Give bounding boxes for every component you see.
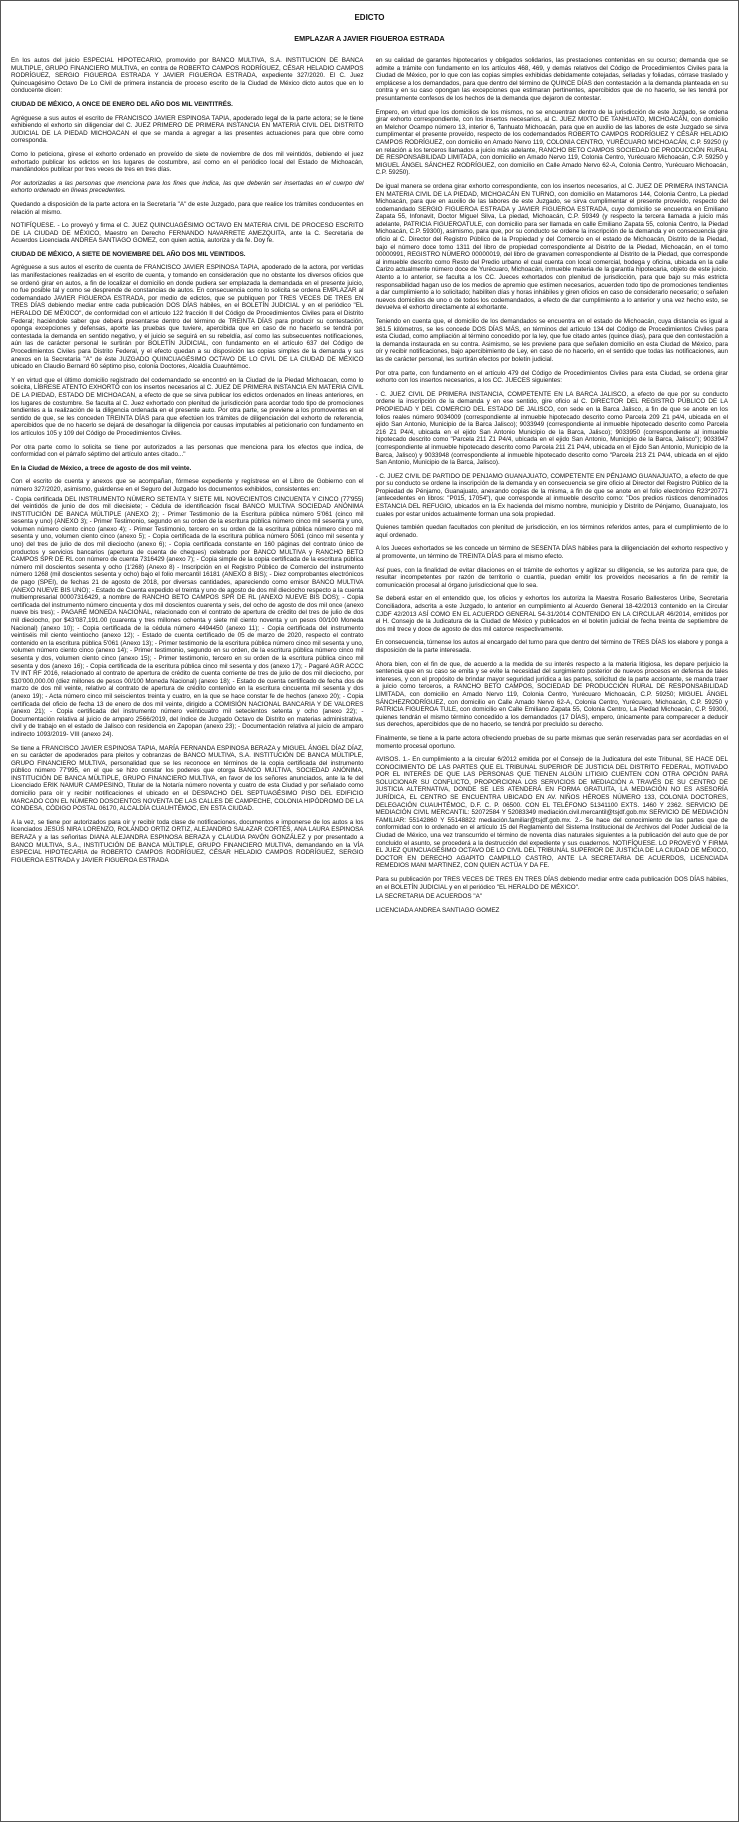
paragraph: Quedando a disposición de la parte actora en la Secretaría "A" de este Juzgado, para que realice los trámites conducentes en relación al mismo. (11, 200, 364, 216)
edict-header (11, 13, 728, 43)
paragraph: en su calidad de garantes hipotecarios y obligados solidarios, las prestaciones contenidas en su ocurso; demanda que se admite a trámite con fundamento en los artículos 468, 469, y demás relativos del Código de Procedimientos Civiles para la Ciudad de México, por lo que con las copias simples exhibidas debidamente cotejadas, selladas y foliadas, córrase traslado y emplácese a los demandados, para que dentro del término de QUINCE DÍAS den contestación a la demanda planteada en su contra y en su caso opongan las excepciones que estimaran pertinentes, apercibidos que de no hacerlo, se les tendrá por presuntamente confesos de los hechos de la demanda que dejaron de contestar. (375, 57, 728, 102)
paragraph: Para su publicación por TRES VECES DE TRES EN TRES DÍAS debiendo mediar entre cada publicación DOS DÍAS hábiles, en el BOLETÍN JUDICIAL y en el periódico "EL HERALDO DE MÉXICO". (375, 876, 728, 891)
paragraph: CIUDAD DE MÉXICO, A ONCE DE ENERO DEL AÑO DOS MIL VEINTITRÉS. (11, 100, 233, 108)
paragraph: Ahora bien, con el fin de que, de acuerdo a la medida de su interés respecto a la materia litigiosa, les depare perjuicio la sentencia que en su caso se emita y se evite la necesidad del surgimiento posterior de nuevos procesos en defensa de tales intereses, y con el propósito de brindar mayor seguridad jurídica a las partes, solicitud de la parte accionante, se manda traer a juicio como terceros, a RANCHO BETO CAMPOS, SOCIEDAD DE PRODUCCIÓN RURAL DE RESPONSABILIDAD LIMITADA, con domicilio en Amado Nervo 119, Colonia Centro, Yurécuaro Michoacán, C.P. 59250; MIGUEL ÁNGEL SÁNCHEZRODRÍGUEZ, con domicilio en Calle Amado Nervo 62-A, Colonia Centro, Yurécuaro, Michoacán, C.P. 59250 y PATRICIA FIGUEROA TULE, con domicilio en Calle Emiliano Zapata 55, Colonia Centro, La Piedad Michoacán, C.P. 59300, quienes tendrán el mismo término concedido a los demandados (17 DÍAS), empero, únicamente para comparecer a deducir sus derechos, apercibidos que de no hacerlo, se tendrá por precluido su derecho. (375, 660, 728, 729)
paragraph: Como lo peticiona, gírese el exhorto ordenado en proveído de siete de noviembre de dos mil veintidós, debiendo el juez exhortado publicar los edictos en los lugares de costumbre, así como en el periódico local del Estado de Michoacán, mandándolos publicar por tres veces de tres en tres días. (11, 150, 364, 174)
right-column (376, 57, 729, 1813)
paragraph: Finalmente, se tiene a la parte actora ofreciendo pruebas de su parte mismas que serán reservadas para ser acordadas en el momento procesal oportuno. (375, 734, 728, 750)
paragraph: - C. JUEZ CIVIL DE PRIMERA INSTANCIA, COMPETENTE EN LA BARCA JALISCO, a efecto de que por su conducto ordene la inscripción de la demanda y en ese sentido, gire oficio al C. DIRECTOR DEL REGISTRO PÚBLICO DE LA PROPIEDAD Y DEL COMERCIO DEL ESTADO DE JALISCO, con sede en la Barca Jalisco, a fin de que se anote en los folios reales número 9034009 (correspondiente al inmueble hipotecado descrito como Parcela 209 Z1 p4/4, ubicada en el ejido San Antonio, Municipio de la Barca Jalisco); 9033949 (correspondiente al inmueble hipotecado descrito como Parcela 216 Z1 P4/4, ubicada en el ejido San Antonio Municipio de la Barca, Jalisco); 9033950 (correspondiente al inmueble hipotecado descrito como "Parcela 211 Z1 P4/4, ubicada en el ejido San Antonio, Municipio de la Barca, Jalisco"); 9033947 (correspondiente al inmueble hipotecado descrito como Parcela 211 Z1 P4/4, ubicada en el Ejido San Antonio, Municipio de la Barca, Jalisco) y 9033948 (correspondiente al inmueble hipotecado descrito como "Parcela 213 Z1 P4/4, ubicada en el ejido San Antonio, Municipio de la Barca, Jalisco). (375, 390, 728, 467)
edict-subtitle: EMPLAZAR A JAVIER FIGUEROA ESTRADA (294, 34, 445, 43)
paragraph: LA SECRETARIA DE ACUERDOS "A" (375, 893, 483, 901)
paragraph: Por otra parte, con fundamento en el artículo 479 del Código de Procedimientos Civiles para esta Ciudad, se ordena girar exhorto con los insertos necesarios, a los CC. JUECES siguientes: (375, 369, 728, 385)
paragraph: Quienes también quedan facultados con plenitud de jurisdicción, en los términos referidos antes, para el cumplimiento de lo aquí ordenado. (375, 524, 728, 539)
paragraph: En los autos del juicio ESPECIAL HIPOTECARIO, promovido por BANCO MULTIVA, S.A. INSTITUCIÓN DE BANCA MULTIPLE, GRUPO FINANCIERO MULTIVA, en contra de ROBERTO CAMPOS RODRÍGUEZ, CÉSAR HELADIO CAMPOS RODRÍGUEZ, SERGIO FIGUEROA ESTRADA Y JAVIER FIGUEROA ESTRADA, expediente 327/2020. El C. Juez Quincuagésimo Octavo De Lo Civil de primera instancia de proceso escrito de la Ciudad de México dicto autos que en lo conducente dicen: (11, 57, 364, 95)
paragraph: Con el escrito de cuenta y anexos que se acompañan, fórmese expediente y regístrese en el Libro de Gobierno con el número 327/2020, asimismo, guárdense en el Seguro del Juzgado los documentos exhibidos, consistentes en: (11, 478, 364, 493)
paragraph: Así pues, con la finalidad de evitar dilaciones en el trámite de exhortos y agilizar su diligencia, se les autoriza para que, de resultar incompetentes por razón de territorio o cuantía, puedan emitir los proveídos necesarios a fin de remitir la comunicación procesal al órgano jurisdiccional que lo sea. (375, 566, 728, 589)
paragraph: Se deberá estar en el entendido que, los oficios y exhortos los autoriza la Maestra Rosario Ballesteros Uribe, Secretaria Conciliadora, adscrita a este Juzgado, lo anterior en cumplimiento al Acuerdo General 18-42/2013 contenido en la Circular CJDF 42/2013 ASÍ COMO EN EL ACUERDO GENERAL 54-31/2014 CONTENIDO EN LA CIRCULAR 46/2014, emitidos por el H. Consejo de la Judicatura de la Ciudad de México y publicados en el boletín judicial de fecha treinta de septiembre de dos mil trece y doce de agosto de dos mil catorce respectivamente. (375, 595, 728, 633)
paragraph: En consecuencia, túrnense los autos al encargado del turno para que dentro del término de TRES DÍAS los elabore y ponga a disposición de la parte interesada. (375, 639, 728, 654)
paragraph: AVISOS. 1.- En cumplimiento a la circular 6/2012 emitida por el Consejo de la Judicatura del este Tribunal, SE HACE DEL CONOCIMIENTO DE LAS PARTES QUE EL TRIBUNAL SUPERIOR DE JUSTICIA DEL DISTRITO FEDERAL, MOTIVADO POR EL INTERÉS DE QUE LAS PERSONAS QUE TIENEN ALGÚN LITIGIO CUENTEN CON OTRA OPCIÓN PARA SOLUCIONAR SU CONFLICTO, PROPORCIONA LOS SERVICIOS DE MEDIACIÓN A TRAVÉS DE SU CENTRO DE JUSTICIA ALTERNATIVA, DONDE SE LES ATENDERÁ EN FORMA GRATUITA, LA MEDIACIÓN NO ES ASESORÍA JURÍDICA, EL CENTRO SE ENCUENTRA UBICADO EN AV. NIÑOS HÉROES NÚMERO 133, COLONIA DOCTORES, DELEGACIÓN CUAUHTÉMOC, D.F. C. P. 06500. CON EL TELÉFONO 51341100 EXTS. 1460 Y 2362. SERVICIO DE MEDIACIÓN CIVIL MERCANTIL: 52072584 Y 52083349 mediación.civil.mercantil@tsjdf.gob.mx SERVICIO DE MEDIACIÓN FAMILIAR: 55142860 Y 55148822 mediación.familiar@tsjdf.gob.mx. 2.- Se hace del conocimiento de las partes que de conformidad con lo ordenado en el artículo 15 del Reglamento del Sistema Institucional de Archivos del Poder Judicial de la Ciudad de México, una vez transcurrido el término de noventa días naturales siguientes a la publicación del auto que de por concluido el asunto, se procederá a la destrucción del expediente y sus cuadernos. NOTIFÍQUESE. LO PROVEYÓ Y FIRMA EL JUEZ QUINCUAGÉSIMO OCTAVO DE LO CIVIL DEL TRIBUNAL SUPERIOR DE JUSTICIA DE LA CIUDAD DE MÉXICO, DOCTOR EN DERECHO AGAPITO CAMPILLO CASTRO, ANTE LA SECRETARIA DE ACUERDOS, LICENCIADA REMEDIOS MANI MARTINEZ, CON QUIEN ACTÚA Y DA FE. (375, 756, 728, 870)
paragraph: Y en virtud que el último domicilio registrado del codemandado se encontró en la Ciudad de la Piedad Michoacan, como lo solicita, LÍBRESE ATENTO EXHORTO con los insertos necesarios al C. JUEZ DE PRIMERA INSTANCIA EN MATERIA CIVIL DE LA PIEDAD, ESTADO DE MICHOACAN, a efecto de que se sirva publicar los edictos ordenados en líneas anteriores, en los lugares de costumbre. Se faculta al C. Juez exhortado con plenitud de jurisdicción para acordar todo tipo de promociones tendientes a la realización de la diligencia ordenada en el presente auto. Por otra parte, se previene a los promoventes en el sentido de que, se les conceden TREINTA DÍAS para que efectúen los trámites de diligenciación del exhorto de referencia, apercibidos que de no hacerlo se dejará de desahogar la diligencia por causas imputables al peticionario con fundamento en los artículos 105 y 109 del Código de Procedimientos Civiles. (11, 376, 364, 437)
left-column (11, 57, 364, 1813)
paragraph: LICENCIADA ANDREA SANTIAGO GOMEZ (375, 906, 500, 914)
paragraph: Empero, en virtud que los domicilios de los mismos, no se encuentran dentro de la jurisdicción de este Juzgado, se ordena girar exhorto correspondiente, con los insertos necesarios, al C. JUEZ MIXTO DE TANHUATO, MICHOACÁN, con domicilio en Melchor Ocampo número 13, interior 6, Tanhuato Michoacán, para que en auxilio de las labores de este Juzgado se sirva cumplimentar el presente proveído, respecto de los codemandados ROBERTO CAMPOS RODRÍGUEZ Y CÉSAR HELADIO CAMPOS RODRÍGUEZ, con domicilio en Amado Nervo 119, COLONIA CENTRO, YURÉCUARO MICHOACÁN, C.P. 59250 (y en relación a los terceros llamados a juicio más adelante, RANCHO BETO CAMPOS SOCIEDAD DE PRODUCCIÓN RURAL DE RESPONSABILIDAD LIMITADA, con domicilio en Amado Nervo 119, Colonia Centro, Yurécuaro Michoacán, C.P. 59250 y MIGUEL ÁNGEL SÁNCHEZ RODRÍGUEZ, con domicilio en Calle Amado Nervo 62-A, Colonia Centro, Yurécuaro Michoacán, C.P. 59250). (375, 108, 728, 177)
paragraph: Se tiene a FRANCISCO JAVIER ESPINOSA TAPIA, MARÍA FERNANDA ESPINOSA BERAZA y MIGUEL ÁNGEL DÍAZ DÍAZ, en su carácter de apoderados para pleitos y cobranzas de BANCO MULTIVA, S.A. INSTITUCIÓN DE BANCA MÚLTIPLE, GRUPO FINANCIERO MULTIVA, personalidad que se les reconoce en términos de la copia certificada del instrumento público número 77'995, en el que se hizo constar los poderes que otorga BANCO MULTIVA, SOCIEDAD ANÓNIMA, INSTITUCIÓN DE BANCA MÚLTIPLE, GRUPO FINANCIERO MULTIVA, en favor de los señores anunciados, ante la fe del Licenciado ERIK NAMUR CAMPESINO, Titular de la Notaría número noventa y cuatro de esta Ciudad y por señalado como domicilio para oír y recibir notificaciones el ubicado en el DESPACHO DEL SEPTUAGÉSIMO PISO DEL EDIFICIO MARCADO CON EL NÚMERO DOSCIENTOS NOVENTA DE LAS CALLES DE CAMPECHE, COLONIA HIPÓDROMO DE LA CONDESA, CÓDIGO POSTAL 06170, ALCALDÍA CUAUHTÉMOC, EN ESTA CIUDAD. (11, 744, 364, 813)
paragraph: De igual manera se ordena girar exhorto correspondiente, con los insertos necesarios, al C. JUEZ DE PRIMERA INSTANCIA EN MATERIA CIVIL DE LA PIEDAD, MICHOACÁN EN TURNO, con domicilio en Matamoros 144, Colonia Centro, La piedad Michoacán, para que en auxilio de las labores de este Juzgado, se sirva cumplimentar el presente proveído, respecto del codemandado SERGIO FIGUEROA ESTRADA y JAVIER FIGUEROA ESTRADA, cuyo domicilio se encuentra en Emiliano Zapata 55, Infonavit, Doctor Miguel Silva, La piedad, Michoacán, C.P. 59349 (y respecto la tercera llamada a juicio más adelante, PATRICIA FIGUEROATULE, con domicilio para ser llamada en calle Emiliano Zapata 55, colonia Centro, la Piedad Michoacán, C.P. 59300), asimismo, para que, por su conducto se ordene la inscripción de la demanda y en consecuencia gire oficio al C. Director del Registro Público de la Propiedad y del Comercio en el estado de Michoacán, Distrito de la Piedad, bajo el número doce tomo 1311 del libro de propiedad correspondiente al Distrito de la Piedad, Michoacán, en el tomo 00000991, REGISTRO NÚMERO 00000019, del libro de gravamen correspondiente al Distrito de la Piedad, que corresponde al inmueble descrito como Resto del Predio urbano el cual cuenta con local comercial, bodega y oficina, ubicada en la calle Carizo actualmente número doce de Yurécuaro, Michoacán, inmueble materia de la garantía hipotecaria, objeto de este juicio. Atento a lo anterior, se faculta a los CC. Jueces exhortados con plenitud de jurisdicción, para que bajo su más estricta responsabilidad hagan uso de los medios de apremio que estimen necesarios, acuerden todo tipo de promociones tendientes a dar cumplimiento a lo solicitado; habiliten días y horas inhábiles y giren oficios en caso de considerarlo necesario; o señalen nuevos domicilios de uno o de todos los codemandados, a efecto de dar cumplimiento a lo anterior y una vez hecho esto, se devuelva el exhorto directamente al exhortante. (375, 182, 728, 312)
edict-title: EDICTO (354, 13, 385, 22)
paragraph: Agréguese a sus autos el escrito de cuenta de FRANCISCO JAVIER ESPINOSA TAPIA, apoderado de la actora, por vertidas las manifestaciones realizadas en el escrito de cuenta, y tomando en consideración que no obstante los diversos oficios que se ordenó girar en autos, a fin de localizar el domicilio en donde pudiera ser emplazada la demandada en el presente juicio, no fue posible tal y como se desprende de constancias de autos. En consecuencia como lo solicita se ordena EMPLAZAR al codemandado JAVIER FIGUEROA ESTRADA, por medio de edictos, que se publiquen por TRES VECES DE TRES EN TRES DÍAS debiendo mediar entre cada publicación DOS DÍAS hábiles, en el BOLETÍN JUDICIAL y en el periódico "EL HERALDO DE MÉXICO", de conformidad con el artículo 122 fracción II del Código de Procedimientos Civiles para el Distrito Federal; haciéndole saber que deberá presentarse dentro del término de TREINTA DÍAS para producir su contestación, oponga excepciones y defensas, aporte las pruebas que tuviere, apercibida que en caso de no hacerlo se tendrá por contestada la demanda en sentido negativo, y el juicio se seguirá en su rebeldía, así como las subsecuentes notificaciones, aún las de carácter personal le surtirán por BOLETÍN JUDICIAL, con fundamento en el artículo 637 del Código de Procedimientos Civiles para Distrito Federal, y el efecto quedan a su disposición las copias simples de la demanda y sus anexos en la Secretaría "A" de éste JUZGADO QUINCUAGÉSIMO OCTAVO DE LO CIVIL DE LA CIUDAD DE MÉXICO ubicado en Claudio Bernard 60 séptimo piso, colonia Doctores, Alcaldía Cuauhtémoc. (11, 264, 364, 371)
paragraph: - C. JUEZ CIVIL DE PARTIDO DE PENJAMO GUANAJUATO, COMPETENTE EN PÉNJAMO GUANAJUATO, a efecto de que por su conducto se ordene la inscripción de la demanda y en consecuencia se gire oficio al Director del Registro Público de la Propiedad de Pénjamo, Guanajuato, anexando copias de la misma, a fin de que se anote en el folio electrónico R23*20771 (antecedentes en libros: "P015, 17054"), que corresponde al inmueble descrito como: "Dos predios rústicos denominados ESTANCIA DEL REFUGIO, ubicados en la Ex hacienda del mismo nombre, municipio y Distrito de Pénjamo, Guanajuato, los cuales por estar unidos actualmente forman una sola propiedad. (375, 472, 728, 518)
paragraph: Por autorizadas a las personas que menciona para los fines que indica, las que deberán ser insertadas en el cuerpo del exhorto ordenado en líneas precedentes. (11, 179, 364, 195)
paragraph: - Copia certificada DEL INSTRUMENTO NÚMERO SETENTA Y SIETE MIL NOVECIENTOS CINCUENTA Y CINCO (77'955) del veintidós de junio de dos mil diecisiete; - Cédula de identificación fiscal BANCO MULTIVA SOCIEDAD ANÓNIMA INSTITUCIÓN DE BANCA MÚLTIPLE (ANEXO 2); - Primer Testimonio de la Escritura pública número 5'061 (cinco mil sesenta y uno) (ANEXO 3); - Primer Testimonio, segundo en su orden de la escritura pública número cinco mil sesenta y uno, volumen número ciento cinco (anexo 4); - Primer Testimonio, tercero en su orden de la escritura pública número cinco mil sesenta y uno, volumen ciento cinco (anexo 5); - Copia certificada de la escritura pública número 5061 (cinco mil sesenta y uno) del tres de julio de dos mil dieciocho (anexo 6); - Copia certificada constante en 160 páginas del contrato único de productos y servicios bancarios (apertura de cuenta de cheques) celebrado por BANCO MULTIVA y RANCHO BETO CAMPOS SPR DE RL con número de cuenta 7316429 (anexo 7); - Copia simple de la copia certificada de la escritura pública número mil doscientos sesenta y ocho (1'268) (Anexo 8) - Inscripción en el Registro Público de Comercio del instrumento número 1268 (mil doscientos sesenta y ocho) bajo el folio mercantil 16181 (ANEXO 8 BIS); - Diez comprobantes electrónicos de pago (SPEI), de fechas 21 de agosto de 2018, por diversas cantidades, apareciendo como emisor BANCO MULTIVA (ANEXO NUEVE BIS UNO); - Estado de Cuenta expedido el treinta y uno de agosto de dos mil dieciocho respecto a la cuenta multiempresarial 00007316429, a nombre de RANCHO BETO CAMPOS SPR DE RL (ANEXO NUEVE BIS DOS); - Copia certificada del instrumento número cincuenta y dos mil doscientos cuarenta y seis, del ocho de agosto de dos mil once (anexo nueve bis tres); - PAGARÉ MONEDA NACIONAL, relacionado con el contrato de apertura de crédito del tres de julio de dos mil dieciocho, por $43'087,191.00 (cuarenta y tres millones ochenta y siete mil ciento noventa y un pesos 00/100 Moneda Nacional) (anexo 10); - Copia certificada de la cédula número 4494450 (anexo 11); - Copia certificada del instrumento veintiséis mil ciento veintiocho (anexo 12); - Estado de cuenta certificado de 05 de marzo de 2020, respecto el contrato contenido en la escritura pública 5'061 (Anexo 13); - Primer testimonio de la escritura pública número cinco mil sesenta y uno, volumen número ciento cinco (anexo 14); - Primer testimonio, segundo en su orden, de la escritura pública número cinco mil sesenta y dos, volumen ciento cinco (anexo 15); - Primer testimonio, tercero en su orden de la escritura pública cinco mil sesenta y dos (anexo 16); - Copia certificada de la escritura pública cinco mil sesenta y dos (anexo 17); - Pagaré AGR ACCC TV INT RF 2016, relacionado al contrato de apertura de crédito de cuenta corriente de tres de julio de dos mil dieciocho, por $10'000,000.00 (diez millones de pesos 00/100 Moneda Nacional) (anexo 18); - Estado de cuenta certificado de fecha dos de marzo de dos mil veinte, relativo al contrato de apertura de crédito contenido en la escritura cincuenta mil sesenta y dos (anexo 19); - Acta número cinco mil seiscientos treinta y cuatro, en la que se hace constar fe de hechos (anexo 20); - Copia certificada del oficio de fecha 13 de enero de dos mil veinte, dirigido a COMISIÓN NACIONAL BANCARIA Y DE VALORES (anexo 21); - Copia certificada del instrumento número veinticuatro mil setecientos setenta y ocho (anexo 22); - Documentación relativa al juicio de amparo 2566/2019, del índice de Juzgado Octavo de Distrito en materias administrativa, civil y de trabajo en el estado de Jalisco con residencia en Zapopan (anexo 23); - Documentación relativa al juicio de amparo indirecto 1093/2019- VIII (anexo 24). (11, 495, 364, 738)
paragraph: Teniendo en cuenta que, el domicilio de los demandados se encuentra en el estado de Michoacán, cuya distancia es igual a 361.5 kilómetros, se les concede DOS DÍAS MÁS, en términos del artículo 134 del Código de Procedimientos Civiles para esta Ciudad, como ampliación al término concedido por la ley, que fue citado antes (quince días), para que den contestación a la demanda instaurada en su contra. Asimismo, se les previene para que señalen domicilio en esta Ciudad de México, para oír y recibir notificaciones, bajo apercibimiento de Ley, en caso de no hacerlo, en el sentido que todas las notificaciones, aun las de carácter personal, les surtirán efectos por boletín judicial. (375, 318, 728, 363)
paragraph: CIUDAD DE MÉXICO, A SIETE DE NOVIEMBRE DEL AÑO DOS MIL VEINTIDOS. (11, 250, 246, 258)
paragraph: Agréguese a sus autos el escrito de FRANCISCO JAVIER ESPINOSA TAPIA, apoderado legal de la parte actora; se le tiene exhibiendo el exhorto sin diligenciar del C. JUEZ PRIMERO DE PRIMERA INSTANCIA EN MATERIA CIVIL DEL DISTRITO JUDICIAL DE LA PIEDAD MICHOACAN el que se manda a agregar a las presentes actuaciones para que obre como corresponda. (11, 114, 364, 145)
body-columns (11, 57, 728, 1813)
paragraph: A la vez, se tiene por autorizados para oír y recibir toda clase de notificaciones, documentos e imponerse de los autos a los licenciados JESÚS NIRA LORENZO, ROLANDO ORTIZ ORTIZ, ALEJANDRO SALAZAR CORTÉS, ANA LAURA ESPINOSA BERAZA y a las señoritas DIANA ALEJANDRA ESPINOSA BERAZA y CLAUDIA PAVÓN GONZÁLEZ y por presentado a BANCO MULTIVA, S.A., INSTITUCIÓN DE BANCA MÚLTIPLE, GRUPO FINANCIERO MULTIVA, demandando en la VÍA ESPECIAL HIPOTECARIA de ROBERTO CAMPOS RODRÍGUEZ, CÉSAR HELADIO CAMPOS RODRÍGUEZ, SERGIO FIGUEROA ESTRADA y JAVIER FIGUEROA ESTRADA (11, 818, 364, 864)
paragraph: A los Jueces exhortados se les concede un término de SESENTA DÍAS hábiles para la diligenciación del exhorto respectivo y al promovente, un término de TREINTA DÍAS para el mismo efecto. (375, 545, 728, 561)
paragraph: Por otra parte como lo solicita se tiene por autorizados a las personas que menciona para los efectos que indica, de conformidad con el párrafo séptimo del artículo antes citado..." (11, 443, 364, 459)
paragraph: En la Ciudad de México, a trece de agosto de dos mil veinte. (11, 464, 192, 472)
paragraph: NOTIFÍQUESE. - Lo proveyó y firma el C. JUEZ QUINCUAGÉSIMO OCTAVO EN MATERIA CIVIL DE PROCESO ESCRITO DE LA CIUDAD DE MÉXICO, Maestro en Derecho FERNANDO NAVARRETE AMEZQUITA, ante la C. Secretaria de Acuerdos Licenciada ANDREA SANTIAGO GOMEZ, con quien actúa, autoriza y da fe. Doy fe. (11, 222, 364, 245)
